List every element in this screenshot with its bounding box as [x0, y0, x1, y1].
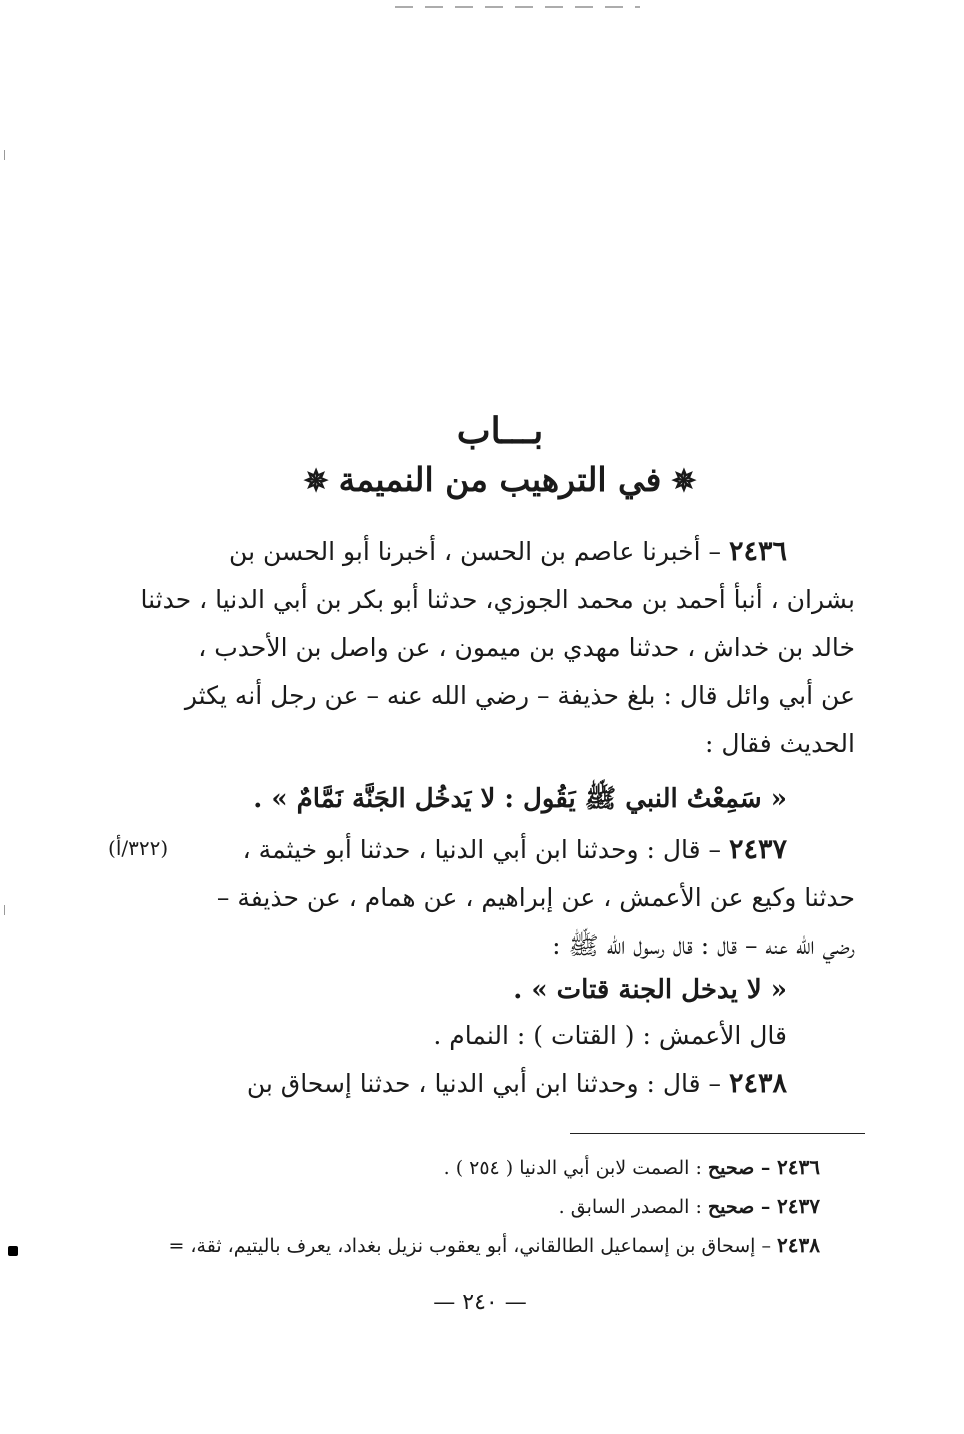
text-line: حدثنا وكيع عن الأعمش ، عن إبراهيم ، عن همام ، عن حذيفة – [216, 883, 855, 912]
scan-tick-mark [4, 905, 5, 915]
footnote: ٢٤٣٦ – صحيح : الصمت لابن أبي الدنيا ( ٢٥٤ ) . [443, 1155, 820, 1179]
footnotes [120, 1148, 820, 1265]
page-number: — ٢٤٠ — [433, 1290, 527, 1315]
scan-tick-mark [4, 150, 5, 160]
scan-edge-mark [8, 1246, 18, 1256]
text-line: ٢٤٣٦ – أخبرنا عاصم بن الحسن ، أخبرنا أبو الحسن بن [229, 536, 787, 567]
footnote: ٢٤٣٨ – إسحاق بن إسماعيل الطالقاني، أبو يعقوب نزيل بغداد، يعرف باليتيم، ثقة، = [168, 1233, 820, 1257]
footnote: ٢٤٣٧ – صحيح : المصدر السابق . [558, 1194, 820, 1218]
hadith-2438 [150, 1060, 855, 1108]
text-line: الحديث فقال : [704, 729, 855, 758]
star-ornament-icon: ✵ [671, 464, 697, 499]
hadith-matn-2436: « سَمِعْتُ النبي ﷺ يَقُول : لا يَدخُل الجَنَّة نَمَّامٌ » . [253, 784, 787, 814]
manuscript-folio-ref: (٣٢٢/أ) [108, 836, 169, 860]
hadith-number: ٢٤٣٧ [728, 834, 787, 865]
hadith-2437 [150, 826, 855, 970]
chapter-label: بـــاب [456, 410, 544, 452]
narrator-note: قال الأعمش : ( القتات ) : النمام . [433, 1021, 787, 1050]
hadith-matn-2437: « لا يدخل الجنة قتات » . [513, 975, 787, 1005]
chapter-title [150, 460, 850, 499]
text-line: بشران ، أنبأ أحمد بن محمد الجوزي، حدثنا أبو بكر بن أبي الدنيا ، حدثنا [140, 585, 855, 614]
text-line: عن أبي وائل قال : بلغ حذيفة – رضي الله عنه – عن رجل أنه يكثر [184, 681, 855, 710]
text-line: ٢٤٣٧ – قال : وحدثنا ابن أبي الدنيا ، حدثنا أبو خيثمة ، [242, 834, 787, 865]
text-line: خالد بن خداش ، حدثنا مهدي بن ميمون ، عن واصل بن الأحدب ، [198, 633, 855, 662]
hadith-number: ٢٤٣٦ [728, 536, 787, 567]
footnote-separator [570, 1133, 865, 1134]
hadith-2436 [140, 528, 855, 768]
text-line: رضي الله عنه – قال : قال رسول الله ﷺ : [552, 931, 855, 960]
top-edge-dashes [395, 6, 640, 8]
text-line: ٢٤٣٨ – قال : وحدثنا ابن أبي الدنيا ، حدثنا إسحاق بن [246, 1068, 787, 1099]
hadith-number: ٢٤٣٨ [728, 1068, 787, 1099]
star-ornament-icon: ✵ [303, 464, 329, 499]
chapter-title-text: في الترهيب من النميمة [338, 460, 662, 499]
